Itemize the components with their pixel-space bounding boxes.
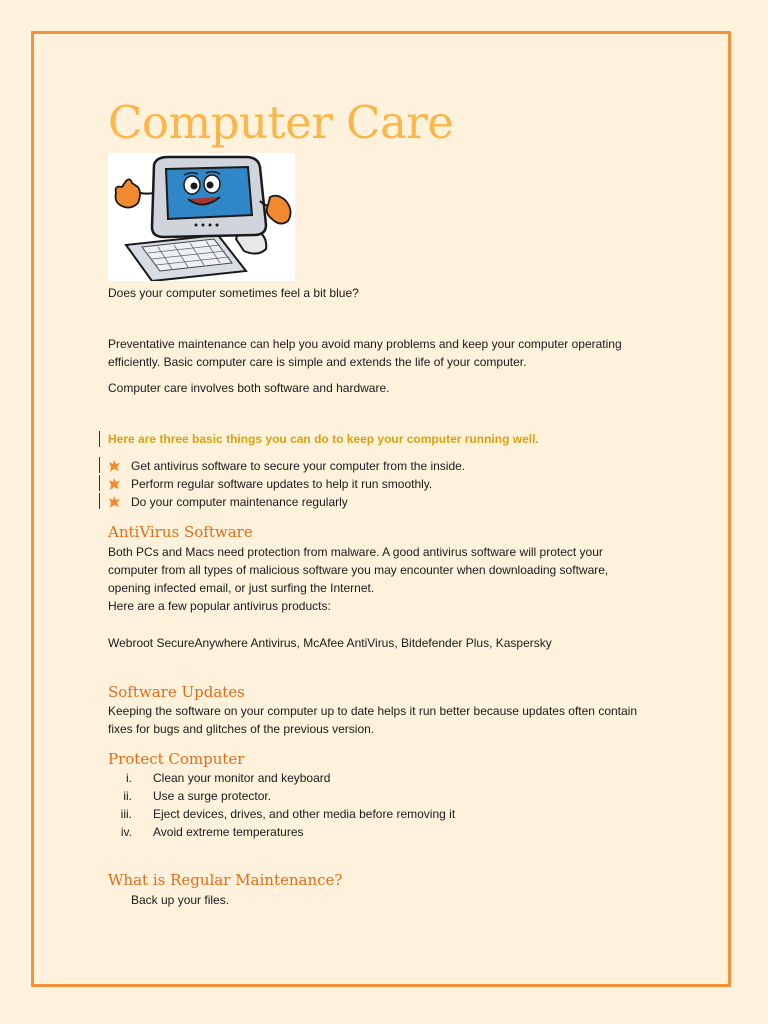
list-item xyxy=(108,493,465,511)
paragraph2: Computer care involves both software and hardware. xyxy=(108,381,390,395)
list-number: iv. xyxy=(120,825,132,839)
antivirus-products: Webroot SecureAnywhere Antivirus, McAfee AntiVirus, Bitdefender Plus, Kaspersky xyxy=(108,636,552,650)
list-item xyxy=(108,457,465,475)
antivirus-heading: AntiVirus Software xyxy=(108,523,253,541)
change-bar xyxy=(99,475,100,491)
list-item xyxy=(108,475,465,493)
updates-line: Keeping the software on your computer up to date helps it run better because updates often contain xyxy=(108,704,638,718)
intro-question: Does your computer sometimes feel a bit blue? xyxy=(108,286,359,300)
list-number: iii. xyxy=(120,807,132,821)
star-bullet-icon xyxy=(108,460,120,472)
antivirus-line: computer from all types of malicious software you may encounter when downloading software, xyxy=(108,563,609,577)
protect-heading: Protect Computer xyxy=(108,750,245,768)
list-text: Use a surge protector. xyxy=(153,789,272,803)
bullet-text: Get antivirus software to secure your computer from the inside. xyxy=(131,459,466,473)
list-text: Eject devices, drives, and other media before removing it xyxy=(153,807,456,821)
updates-heading: Software Updates xyxy=(108,683,245,701)
list-text: Avoid extreme temperatures xyxy=(153,825,304,839)
regular-text: Back up your files. xyxy=(131,893,230,907)
star-bullet-icon xyxy=(108,496,120,508)
document-title: Computer Care xyxy=(108,96,454,149)
bullet-text: Perform regular software updates to help it run smoothly. xyxy=(131,477,433,491)
happy-computer-clipart xyxy=(108,153,295,281)
change-bar xyxy=(99,493,100,509)
list-number: i. xyxy=(126,771,132,785)
star-bullet-icon xyxy=(108,478,120,490)
regular-heading: What is Regular Maintenance? xyxy=(108,871,343,889)
bullet-list xyxy=(108,457,465,511)
antivirus-line: Here are a few popular antivirus products: xyxy=(108,599,331,613)
list-number: ii. xyxy=(123,789,132,803)
antivirus-line: opening infected email, or just surfing the Internet. xyxy=(108,581,375,595)
change-bar xyxy=(99,457,100,473)
paragraph1-line2: efficiently. Basic computer care is simple and extends the life of your computer. xyxy=(108,355,527,369)
paragraph1-line1: Preventative maintenance can help you avoid many problems and keep your computer operating xyxy=(108,337,622,351)
updates-line: fixes for bugs and glitches of the previous version. xyxy=(108,722,375,736)
list-text: Clean your monitor and keyboard xyxy=(153,771,331,785)
change-bar xyxy=(99,431,100,447)
lead-text: Here are three basic things you can do to keep your computer running well. xyxy=(108,432,539,446)
bullet-text: Do your computer maintenance regularly xyxy=(131,495,348,509)
antivirus-line: Both PCs and Macs need protection from malware. A good antivirus software will protect your xyxy=(108,545,603,559)
